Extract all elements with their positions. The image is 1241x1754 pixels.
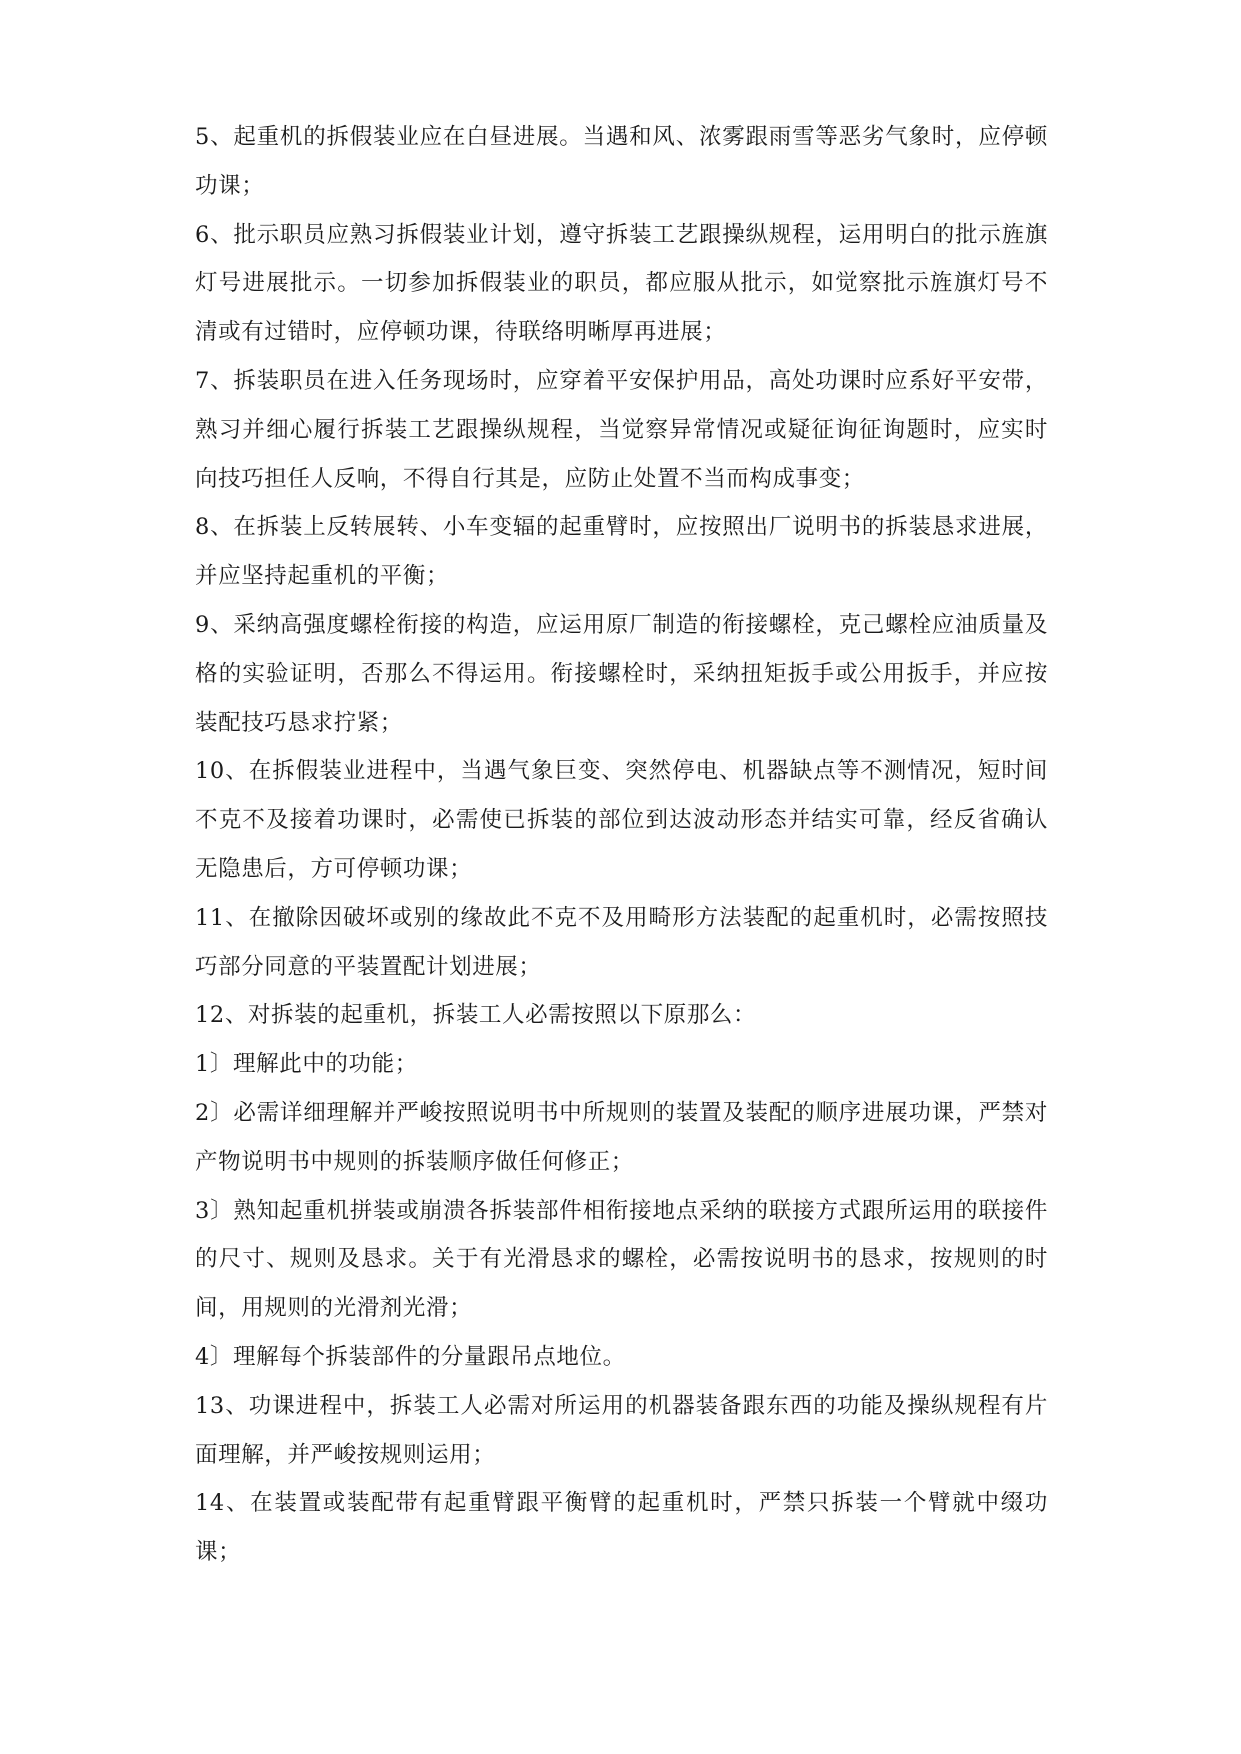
paragraph-item-14: 14、在装置或装配带有起重臂跟平衡臂的起重机时，严禁只拆装一个臂就中缀功课； xyxy=(195,1490,1048,1566)
paragraph-item-12: 12、对拆装的起重机，拆装工人必需按照以下原那么： xyxy=(195,1002,757,1029)
sub-item-3: 3〕熟知起重机拼装或崩溃各拆装部件相衔接地点采纳的联接方式跟所运用的联接件的尺寸、规则及恳求。关于有光滑恳求的螺栓，必需按说明书的恳求，按规则的时间，用规则的光滑剂光滑； xyxy=(195,1197,1048,1322)
paragraph-item-10: 10、在拆假装业进程中，当遇气象巨变、突然停电、机器缺点等不测情况，短时间不克不及接着功课时，必需使已拆装的部位到达波动形态并结实可靠，经反省确认无隐患后，方可停顿功课； xyxy=(195,758,1048,882)
paragraph-item-5: 5、起重机的拆假装业应在白昼进展。当遇和风、浓雾跟雨雪等恶劣气象时，应停顿功课； xyxy=(195,124,1048,199)
paragraph-item-8: 8、在拆装上反转展转、小车变辐的起重臂时，应按照出厂说明书的拆装恳求进展，并应坚持起重机的平衡； xyxy=(195,514,1048,590)
sub-item-2: 2〕必需详细理解并严峻按照说明书中所规则的装置及装配的顺序进展功课，严禁对产物说明书中规则的拆装顺序做任何修正； xyxy=(195,1099,1048,1175)
paragraph-item-7: 7、拆装职员在进入任务现场时，应穿着平安保护用品，高处功课时应系好平安带，熟习并细心履行拆装工艺跟操纵规程，当觉察异常情况或疑征询征询题时，应实时向技巧担任人反响，不得自行其是，应防止处置不当而构成事变； xyxy=(195,367,1048,492)
paragraph-item-11: 11、在撤除因破坏或别的缘故此不克不及用畸形方法装配的起重机时，必需按照技巧部分同意的平装置配计划进展； xyxy=(195,904,1048,980)
paragraph-item-6: 6、批示职员应熟习拆假装业计划，遵守拆装工艺跟操纵规程，运用明白的批示旌旗灯号进展批示。一切参加拆假装业的职员，都应服从批示，如觉察批示旌旗灯号不清或有过错时，应停顿功课，待联络明晰厚再进展； xyxy=(195,221,1048,346)
paragraph-item-13: 13、功课进程中，拆装工人必需对所运用的机器装备跟东西的功能及操纵规程有片面理解，并严峻按规则运用； xyxy=(195,1392,1048,1468)
sub-item-1: 1〕理解此中的功能； xyxy=(195,1051,418,1078)
document-body xyxy=(195,113,1048,1577)
paragraph-item-9: 9、采纳高强度螺栓衔接的构造，应运用原厂制造的衔接螺栓，克己螺栓应油质量及格的实验证明，否那么不得运用。衔接螺栓时，采纳扭矩扳手或公用扳手，并应按装配技巧恳求拧紧； xyxy=(195,611,1048,736)
sub-item-4: 4〕理解每个拆装部件的分量跟吊点地位。 xyxy=(195,1343,626,1370)
